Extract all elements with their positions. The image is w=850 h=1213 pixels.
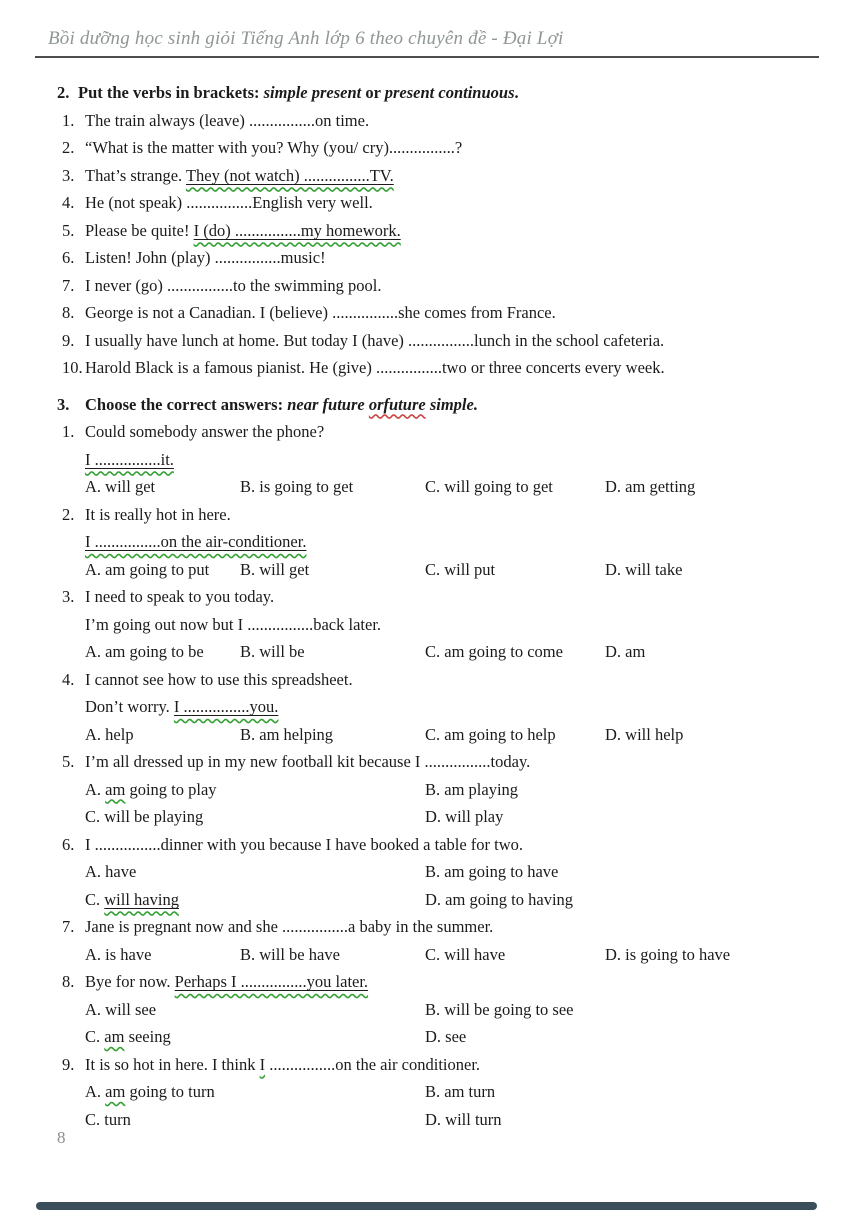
text-line	[57, 968, 822, 996]
options-row	[85, 1023, 822, 1051]
text-segment: A. am going to be	[85, 642, 204, 661]
answer-option	[240, 473, 353, 501]
answer-option	[85, 721, 134, 749]
options-row	[85, 776, 822, 804]
text-segment: D. will turn	[425, 1109, 502, 1129]
underlined-text: I (do) ................my homework.	[193, 220, 401, 240]
text-segment: or	[361, 83, 385, 102]
item-number: 5.	[62, 752, 75, 771]
text-segment: A. will see	[85, 999, 157, 1019]
text-line	[57, 666, 822, 694]
item-text	[85, 162, 822, 190]
heading-text	[85, 391, 478, 419]
text-line	[57, 107, 822, 135]
text-segment: seeing	[124, 1027, 171, 1046]
text-segment: Don’t worry.	[85, 697, 174, 716]
item-number: 8.	[62, 303, 75, 322]
item-text	[85, 666, 822, 694]
item-number: 6.	[62, 248, 75, 267]
item-number: 7.	[62, 275, 75, 295]
item-text	[85, 272, 822, 300]
item-number: 7.	[62, 917, 75, 936]
item-number: 3.	[62, 587, 75, 606]
answer-option	[605, 721, 683, 749]
text-segment: D. will take	[605, 559, 683, 579]
options-row	[85, 858, 822, 886]
item-text	[85, 583, 822, 611]
text-segment: .	[514, 83, 519, 102]
options-row	[85, 941, 822, 969]
text-segment: B. will be	[240, 642, 305, 661]
item-number: 4.	[62, 669, 75, 689]
answer-option	[425, 996, 573, 1024]
text-segment: D. will help	[605, 724, 684, 744]
text-line	[57, 501, 822, 529]
item-text	[85, 189, 822, 217]
text-line	[85, 528, 822, 556]
options-row	[85, 886, 822, 914]
text-segment: C.	[85, 889, 105, 909]
text-line	[57, 189, 822, 217]
text-segment: simple present	[263, 83, 362, 102]
text-segment: Bye for now.	[85, 972, 175, 991]
item-number: 2.	[62, 138, 75, 157]
item-number: 3.	[62, 165, 75, 185]
text-line	[57, 1051, 822, 1079]
underlined-phrase	[104, 890, 179, 909]
text-segment: “What is the matter with you? Why (you/ cry)................?	[85, 138, 463, 157]
options-row	[85, 721, 822, 749]
text-segment: near future	[287, 394, 369, 414]
item-text	[85, 968, 822, 996]
text-line	[57, 748, 822, 776]
heading-number: 3.	[57, 394, 70, 414]
text-segment: C.	[85, 1027, 105, 1046]
answer-option	[425, 1106, 502, 1134]
item-text	[85, 748, 822, 776]
text-segment: am	[105, 779, 126, 799]
text-line	[57, 583, 822, 611]
text-line	[57, 162, 822, 190]
text-segment: B. will be going to see	[425, 999, 574, 1019]
item-number: 9.	[62, 1054, 75, 1074]
text-line	[57, 217, 822, 245]
text-segment: I never (go) ................to the swimming pool.	[85, 275, 382, 295]
underlined-text: I ................you.	[173, 697, 279, 716]
text-line	[57, 327, 822, 355]
answer-option	[425, 556, 495, 584]
item-number: 5.	[62, 220, 75, 240]
underlined-text: Perhaps I ................you later.	[174, 972, 369, 991]
options-row	[85, 473, 822, 501]
text-segment: A. will get	[85, 477, 156, 496]
answer-option	[605, 556, 682, 584]
exercise-2-heading	[57, 79, 822, 107]
page-header-title: Bồi dưỡng học sinh giỏi Tiếng Anh lớp 6 theo chuyên đề - Đại Lợi	[48, 28, 564, 49]
item-text	[85, 107, 822, 135]
item-text	[85, 831, 822, 859]
underlined-phrase	[174, 697, 279, 716]
answer-option	[85, 886, 179, 914]
text-segment: Harold Black is a famous pianist. He (give) ................two or three concerts every week.	[85, 358, 665, 377]
exercise-2-section	[57, 79, 822, 382]
answer-option	[240, 941, 340, 969]
text-segment: I’m going out now but I ................back later.	[85, 614, 382, 634]
text-segment: D. am getting	[605, 477, 696, 496]
answer-option	[85, 803, 203, 831]
item-number: 8.	[62, 972, 75, 991]
text-segment: Listen! John (play) ................music!	[85, 248, 326, 267]
answer-option	[605, 638, 645, 666]
item-number: 6.	[62, 834, 75, 854]
heading-text	[78, 79, 519, 107]
footer-bar	[36, 1202, 817, 1210]
text-segment: Please be quite!	[85, 220, 194, 240]
underlined-text: They (not watch) ................TV.	[185, 165, 394, 185]
text-segment: C. am going to come	[425, 642, 563, 661]
text-segment: present continuous	[384, 83, 515, 102]
options-row	[85, 638, 822, 666]
text-segment: D. am	[605, 642, 646, 661]
underlined-phrase	[175, 972, 368, 991]
text-segment: B. am going to have	[425, 862, 559, 881]
options-row	[85, 996, 822, 1024]
text-line	[57, 354, 822, 382]
item-text	[85, 134, 822, 162]
answer-option	[425, 803, 503, 831]
text-segment: Choose the correct answers:	[85, 394, 288, 414]
text-segment: A.	[85, 1082, 106, 1101]
answer-option	[425, 638, 563, 666]
text-segment: B. am turn	[425, 1082, 496, 1101]
answer-option	[85, 776, 217, 804]
options-row	[85, 803, 822, 831]
text-segment: I’m all dressed up in my new football kit because I ................today.	[85, 752, 531, 771]
text-line	[57, 418, 822, 446]
item-number: 4.	[62, 193, 75, 212]
text-segment: A. am going to put	[85, 559, 210, 579]
answer-option	[425, 1023, 466, 1051]
text-line	[85, 611, 822, 639]
answer-option	[85, 1106, 131, 1134]
text-segment: ................on the air conditioner.	[265, 1054, 481, 1074]
text-segment: Jane is pregnant now and she ................a baby in the summer.	[85, 917, 494, 936]
text-line	[57, 272, 822, 300]
text-segment: simple.	[425, 394, 478, 414]
exercise-3-section	[57, 391, 822, 1134]
item-text	[85, 244, 822, 272]
exercise-3-heading	[57, 391, 822, 419]
item-text	[85, 418, 822, 446]
answer-option	[240, 721, 333, 749]
header-rule	[35, 56, 819, 58]
item-number: 10.	[62, 358, 83, 377]
text-segment: Could somebody answer the phone?	[85, 422, 325, 441]
underlined-text: I ................it.	[85, 449, 174, 469]
answer-option	[85, 556, 209, 584]
text-segment: D. am going to having	[425, 889, 574, 909]
text-segment: orfuture	[368, 394, 426, 414]
answer-option	[425, 886, 573, 914]
text-segment: D. is going to have	[605, 944, 731, 964]
text-line	[57, 134, 822, 162]
text-segment: B. will get	[240, 559, 310, 579]
item-number: 9.	[62, 330, 75, 350]
text-segment: I ................dinner with you because I have booked a table for two.	[85, 834, 524, 854]
text-segment: C. turn	[85, 1109, 131, 1129]
text-segment: C. will put	[425, 559, 496, 579]
options-row	[85, 1078, 822, 1106]
text-segment: C. will be playing	[85, 807, 204, 826]
answer-option	[425, 858, 558, 886]
answer-option	[85, 941, 151, 969]
text-segment: I	[259, 1054, 266, 1074]
text-segment: B. is going to get	[240, 477, 354, 496]
text-segment: I need to speak to you today.	[85, 587, 275, 606]
worksheet-content	[57, 79, 822, 1133]
answer-option	[85, 473, 155, 501]
answer-option	[85, 1023, 171, 1051]
item-text	[85, 299, 822, 327]
item-number: 2.	[62, 504, 75, 524]
item-text	[85, 913, 822, 941]
item-text	[85, 217, 822, 245]
text-segment: I usually have lunch at home. But today I (have) ................lunch in the school cafeteria.	[85, 330, 665, 350]
item-text	[85, 327, 822, 355]
underlined-phrase	[186, 166, 394, 185]
answer-option	[605, 473, 695, 501]
text-segment: C. am going to help	[425, 724, 556, 744]
underlined-text: will having	[104, 889, 179, 909]
item-number: 1.	[62, 422, 75, 441]
text-line	[57, 244, 822, 272]
text-segment: A. have	[85, 862, 137, 881]
answer-option	[425, 721, 556, 749]
answer-option	[85, 638, 204, 666]
text-line	[57, 913, 822, 941]
answer-option	[425, 1078, 495, 1106]
text-line	[57, 299, 822, 327]
text-segment: going to turn	[125, 1082, 215, 1101]
answer-option	[85, 1078, 215, 1106]
underlined-phrase	[85, 532, 306, 551]
text-segment: going to play	[125, 779, 217, 799]
answer-option	[240, 556, 309, 584]
text-segment: A.	[85, 779, 106, 799]
text-segment: D. see	[425, 1027, 467, 1046]
text-line	[85, 693, 822, 721]
text-segment: It is really hot in here.	[85, 504, 231, 524]
item-number: 1.	[62, 110, 75, 130]
text-line	[57, 831, 822, 859]
underlined-phrase	[194, 221, 401, 240]
answer-option	[425, 473, 553, 501]
text-segment: C. will have	[425, 944, 506, 964]
underlined-phrase	[85, 450, 174, 469]
text-segment: George is not a Canadian. I (believe) ................she comes from France.	[85, 303, 556, 322]
answer-option	[85, 858, 136, 886]
answer-option	[425, 941, 505, 969]
text-segment: A. is have	[85, 944, 152, 964]
text-segment: I cannot see how to use this spreadsheet.	[85, 669, 353, 689]
item-text	[85, 354, 822, 382]
text-segment: A. help	[85, 724, 134, 744]
answer-option	[425, 776, 518, 804]
text-segment: B. am playing	[425, 779, 519, 799]
options-row	[85, 556, 822, 584]
page-number: 8	[57, 1128, 66, 1147]
item-text	[85, 501, 822, 529]
text-segment: am	[105, 1082, 126, 1101]
text-segment: It is so hot in here. I think	[85, 1054, 260, 1074]
text-segment: am	[104, 1027, 125, 1046]
text-segment: That’s strange.	[85, 165, 186, 185]
text-segment: B. am helping	[240, 724, 334, 744]
text-segment: C. will going to get	[425, 477, 553, 496]
answer-option	[240, 638, 305, 666]
text-segment: Put the verbs in brackets:	[78, 83, 264, 102]
text-segment: D. will play	[425, 807, 504, 826]
item-text	[85, 1051, 822, 1079]
text-line	[85, 446, 822, 474]
heading-number: 2.	[57, 83, 70, 102]
answer-option	[85, 996, 156, 1024]
text-segment: B. will be have	[240, 944, 340, 964]
options-row	[85, 1106, 822, 1134]
answer-option	[605, 941, 730, 969]
underlined-text: I ................on the air-conditioner.	[85, 532, 307, 551]
text-segment: He (not speak) ................English very well.	[85, 193, 373, 212]
text-segment: The train always (leave) ................on time.	[85, 110, 370, 130]
